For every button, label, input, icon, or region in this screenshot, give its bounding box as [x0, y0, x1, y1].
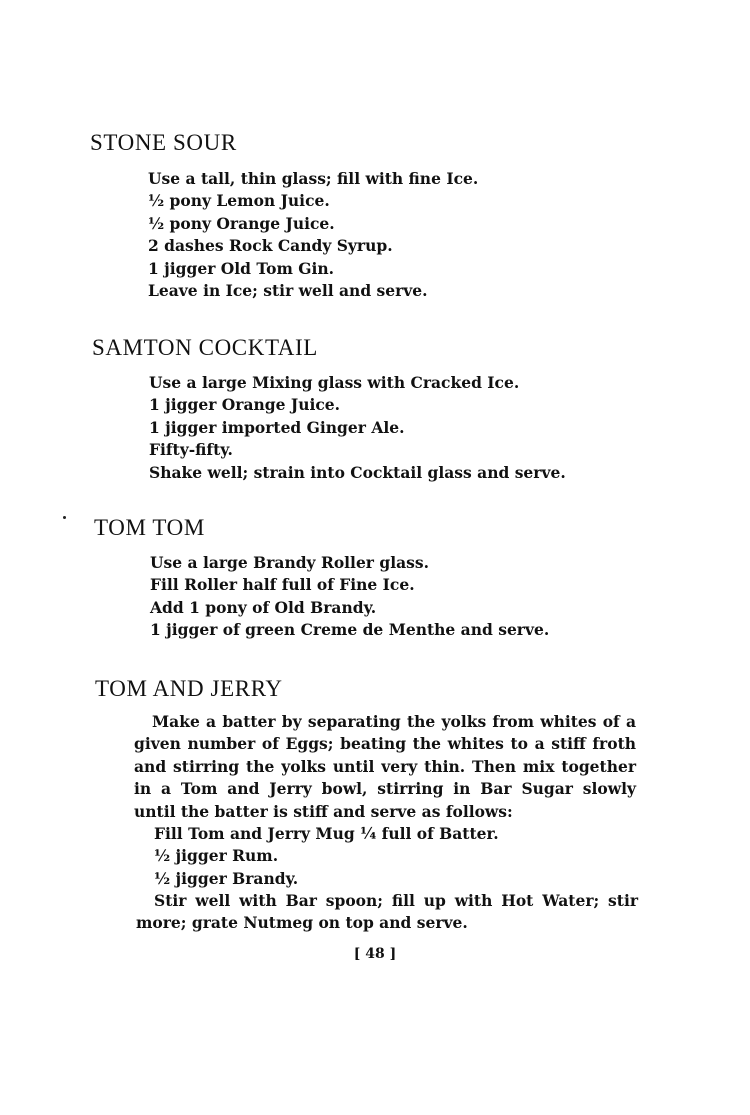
recipe-step: 1 jigger Old Tom Gin. [148, 258, 335, 278]
recipe-title-stone-sour: STONE SOUR [90, 130, 237, 155]
recipe-step: 1 jigger imported Ginger Ale. [149, 417, 405, 437]
recipe-step: 2 dashes Rock Candy Syrup. [148, 236, 393, 256]
recipe-title-tom-and-jerry: TOM AND JERRY [95, 676, 283, 701]
recipe-step: 1 jigger of green Creme de Menthe and serve. [150, 620, 550, 640]
recipe-steps-stone-sour [148, 168, 478, 302]
recipe-step: 1 jigger Orange Juice. [149, 395, 341, 415]
recipe-intro-paragraph: Make a batter by separating the yolks from whites of a given number of Eggs; beating the whites to a stiff froth and stirring the yolks until very thin. Then mix together in a Tom and Jerry bowl, stirring in Bar Sugar slowly until the batter is stiff and serve as follows: [134, 712, 636, 821]
recipe-steps-tom-tom [150, 552, 549, 642]
recipe-step: Shake well; strain into Cocktail glass and serve. [149, 462, 566, 482]
recipe-title-tom-tom: TOM TOM [94, 515, 205, 540]
recipe-step: ½ jigger Brandy. [154, 868, 299, 888]
recipe-step: ½ pony Orange Juice. [148, 213, 335, 233]
recipe-title-samton-cocktail: SAMTON COCKTAIL [92, 335, 318, 360]
page-number: [ 48 ] [353, 946, 397, 962]
recipe-step: ½ jigger Rum. [154, 846, 279, 866]
recipe-step: Use a tall, thin glass; fill with fine Ice. [148, 169, 479, 188]
recipe-closing-paragraph: Stir well with Bar spoon; fill up with Hot Water; stir more; grate Nutmeg on top and serve. [136, 891, 638, 933]
recipe-step: Fill Tom and Jerry Mug ¼ full of Batter. [154, 824, 499, 843]
recipe-step: ½ pony Lemon Juice. [148, 191, 330, 211]
recipe-step: Fill Roller half full of Fine Ice. [150, 575, 415, 595]
recipe-step: Use a large Mixing glass with Cracked Ice. [149, 373, 520, 392]
recipe-step: Use a large Brandy Roller glass. [150, 553, 429, 572]
print-speck [63, 516, 66, 519]
recipe-steps-tom-and-jerry [154, 823, 499, 890]
recipe-step: Fifty-fifty. [149, 440, 233, 460]
recipe-step: Leave in Ice; stir well and serve. [148, 281, 428, 301]
recipe-step: Add 1 pony of Old Brandy. [150, 597, 377, 617]
recipe-steps-samton-cocktail [149, 372, 566, 484]
